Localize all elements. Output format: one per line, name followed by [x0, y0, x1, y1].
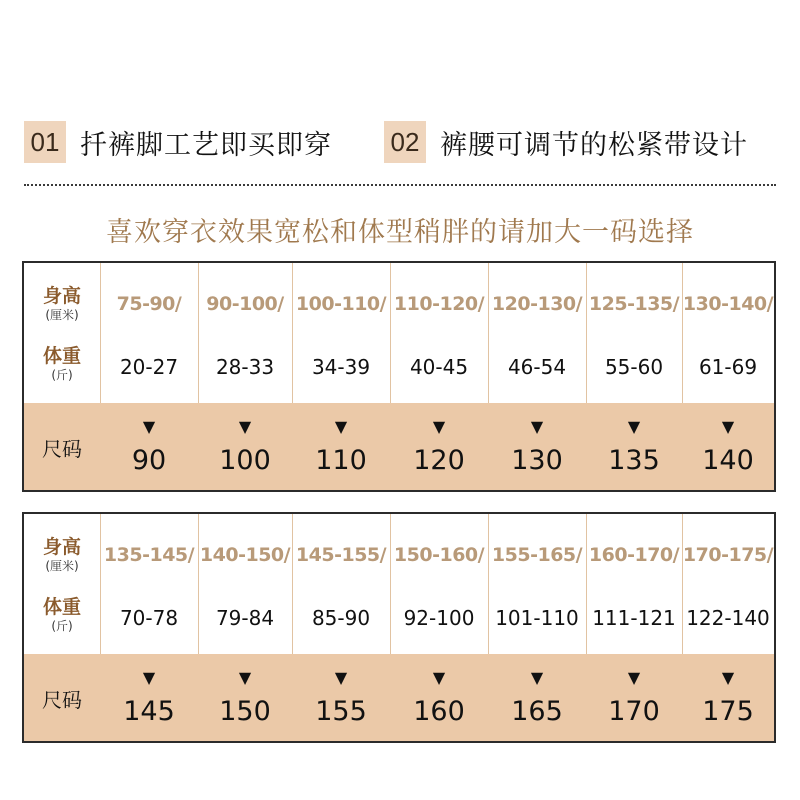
- down-arrow-icon: ▼: [627, 668, 641, 687]
- height-label: [24, 285, 100, 323]
- down-arrow-icon: ▼: [530, 668, 544, 687]
- measurement-column: [488, 514, 586, 654]
- weight-range: 20-27: [119, 355, 179, 379]
- size-label: 尺码: [42, 688, 82, 712]
- height-range: 160-170/: [588, 544, 680, 566]
- height-range: 120-130/: [491, 293, 583, 315]
- weight-label-unit: (斤): [51, 368, 73, 382]
- weight-range: 55-60: [604, 355, 664, 379]
- weight-range: 34-39: [311, 355, 371, 379]
- height-label-unit: (厘米): [45, 559, 79, 573]
- feature-number-badge: 01: [24, 121, 66, 163]
- measurement-column: [100, 514, 198, 654]
- height-range: 170-175/: [682, 544, 774, 566]
- size-label: 尺码: [42, 437, 82, 461]
- down-arrow-icon: ▼: [432, 668, 446, 687]
- weight-range: 40-45: [409, 355, 469, 379]
- down-arrow-icon: ▼: [334, 417, 348, 436]
- down-arrow-icon: ▼: [142, 668, 156, 687]
- size-value: 130: [511, 445, 563, 476]
- measurements-section: [24, 263, 774, 403]
- height-range: 140-150/: [199, 544, 291, 566]
- down-arrow-icon: ▼: [334, 668, 348, 687]
- height-range: 155-165/: [491, 544, 583, 566]
- size-column: [292, 654, 390, 741]
- measurement-column: [292, 514, 390, 654]
- size-section: [24, 654, 774, 741]
- weight-range: 85-90: [311, 606, 371, 630]
- size-value: 175: [702, 696, 754, 727]
- feature-2: [384, 120, 748, 164]
- size-column: [390, 654, 488, 741]
- down-arrow-icon: ▼: [432, 417, 446, 436]
- size-value: 170: [608, 696, 660, 727]
- size-column: [488, 403, 586, 490]
- size-section: [24, 403, 774, 490]
- height-range: 125-135/: [588, 293, 680, 315]
- feature-list: [24, 120, 784, 164]
- size-column: [586, 654, 682, 741]
- size-value: 160: [413, 696, 465, 727]
- height-range: 100-110/: [295, 293, 387, 315]
- weight-range: 101-110: [495, 606, 579, 630]
- height-range: 135-145/: [103, 544, 195, 566]
- weight-label: [24, 345, 100, 383]
- measurement-column: [586, 514, 682, 654]
- size-value: 140: [702, 445, 754, 476]
- weight-label: [24, 596, 100, 634]
- size-value: 90: [131, 445, 167, 476]
- size-value: 145: [123, 696, 175, 727]
- size-column: [100, 654, 198, 741]
- height-label-main: 身高: [42, 285, 81, 307]
- down-arrow-icon: ▼: [721, 668, 735, 687]
- height-range: 75-90/: [116, 293, 182, 315]
- size-column: [390, 403, 488, 490]
- weight-range: 79-84: [215, 606, 275, 630]
- weight-range: 70-78: [119, 606, 179, 630]
- weight-range: 111-121: [592, 606, 676, 630]
- size-column: [100, 403, 198, 490]
- down-arrow-icon: ▼: [238, 668, 252, 687]
- feature-text: 扦裤脚工艺即买即穿: [80, 129, 332, 161]
- sizing-hint: 喜欢穿衣效果宽松和体型稍胖的请加大一码选择: [106, 217, 694, 248]
- height-range: 130-140/: [682, 293, 774, 315]
- height-label: [24, 536, 100, 574]
- measurement-column: [586, 263, 682, 403]
- down-arrow-icon: ▼: [721, 417, 735, 436]
- size-column: [198, 654, 292, 741]
- size-column: [198, 403, 292, 490]
- weight-label-unit: (斤): [51, 619, 73, 633]
- size-table-2: [22, 512, 776, 743]
- down-arrow-icon: ▼: [530, 417, 544, 436]
- size-value: 135: [608, 445, 660, 476]
- size-column: [682, 654, 774, 741]
- down-arrow-icon: ▼: [142, 417, 156, 436]
- size-value: 120: [413, 445, 465, 476]
- measurement-column: [488, 263, 586, 403]
- size-value: 155: [315, 696, 367, 727]
- feature-1: [24, 120, 332, 164]
- dotted-divider: [24, 184, 776, 186]
- down-arrow-icon: ▼: [238, 417, 252, 436]
- feature-text: 裤腰可调节的松紧带设计: [440, 129, 748, 161]
- measurement-column: [390, 514, 488, 654]
- weight-range: 46-54: [507, 355, 567, 379]
- size-column: [586, 403, 682, 490]
- height-range: 150-160/: [393, 544, 485, 566]
- measurement-column: [198, 514, 292, 654]
- measurement-column: [292, 263, 390, 403]
- height-range: 110-120/: [393, 293, 485, 315]
- height-range: 145-155/: [295, 544, 387, 566]
- weight-range: 61-69: [698, 355, 758, 379]
- weight-label-main: 体重: [42, 596, 81, 618]
- size-table-1: [22, 261, 776, 492]
- weight-range: 92-100: [403, 606, 475, 630]
- size-column: [292, 403, 390, 490]
- measurement-column: [390, 263, 488, 403]
- down-arrow-icon: ▼: [627, 417, 641, 436]
- height-label-unit: (厘米): [45, 308, 79, 322]
- measurement-column: [682, 263, 774, 403]
- measurement-column: [198, 263, 292, 403]
- size-value: 150: [219, 696, 271, 727]
- size-value: 110: [315, 445, 367, 476]
- weight-range: 122-140: [686, 606, 770, 630]
- size-value: 165: [511, 696, 563, 727]
- height-label-main: 身高: [42, 536, 81, 558]
- weight-range: 28-33: [215, 355, 275, 379]
- size-column: [682, 403, 774, 490]
- feature-number-badge: 02: [384, 121, 426, 163]
- size-column: [488, 654, 586, 741]
- size-value: 100: [219, 445, 271, 476]
- measurement-column: [100, 263, 198, 403]
- weight-label-main: 体重: [42, 345, 81, 367]
- measurement-column: [682, 514, 774, 654]
- measurements-section: [24, 514, 774, 654]
- height-range: 90-100/: [206, 293, 284, 315]
